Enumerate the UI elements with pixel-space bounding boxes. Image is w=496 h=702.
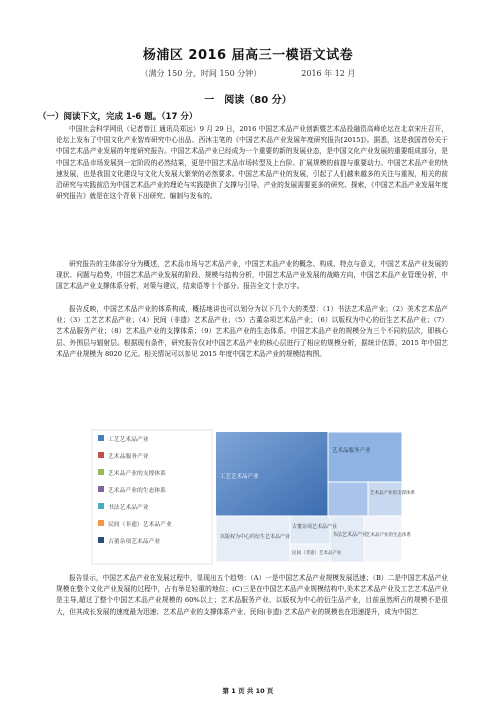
paragraph-1-text: 中国社会科学网讯（记者曾江 通讯员郑远）9 月 29 日，2016 中国艺术品产业创新暨艺术品投融资高峰论坛在北京宋庄召开，论坛上发布了中国文化产业智库研究中心出品、西沐主笔的《中国艺术品产业发展年度研究报告[2015]》。据悉，这是我国首份关于中国艺术品产业发展的年度研究报告。中国艺术品产业已经成为一个重要的新的发展业态，是中国文化产业发展的重要组成部分，是中国艺术品市场发展到一定阶段的必然结果，更是中国艺术品市场转型及上台阶、扩展规模的前提与重要动力。中国艺术品产业的快速发展，也是我国文化建设与文化大发展大繁荣的必然要求。中国艺术品产业的发展，引起了人们越来越多的关注与重视，相关的前沿研究与实践前沿为中国艺术品产业的理论与实践提供了支撑与引导，产业的发展需要更多的研究、探索，《中国艺术品产业发展年度研究报告》就是在这个背景下出研究、编制与发布的。 (56, 125, 448, 201)
tile-e-label: 民间（非遗）艺术品产业 (292, 551, 342, 556)
legend-swatch-2 (98, 452, 104, 458)
exam-info: （满分 150 分，时间 150 分钟） (140, 69, 262, 78)
legend-swatch-1 (98, 435, 104, 441)
paragraph-2 (56, 259, 448, 293)
exam-date: 2016 年 12 月 (301, 69, 356, 78)
treemap (216, 432, 415, 562)
tile-d (290, 516, 330, 544)
part-title: 一 阅读（80 分） (204, 95, 292, 106)
tile-g (368, 482, 402, 516)
tile-a (328, 432, 402, 482)
tile-b (328, 482, 368, 516)
paragraph-2-text: 研究报告的主体部分分为概述，艺术品市场与艺术品产业，中国艺术品产业的概念、构成、特点与意义，中国艺术品产业发展的现状、问题与趋势，中国艺术品产业发展的阶段、规模与结构分析，中国艺术品产业发展的战略方向，中国艺术品产业管理分析，中国艺术品产业支撑体系分析，对策与建议，结束语等十个部分。报告全文十余万字。 (56, 260, 448, 291)
paragraph-1 (56, 124, 448, 202)
tile-f-label: 书法艺术品产业 (332, 532, 368, 538)
tile-main-label: 工艺艺术品产业 (220, 474, 259, 480)
tile-h-label: 艺术品产业的生态体系 (366, 533, 411, 538)
tile-g-label: 艺术品产业的支撑体系 (370, 491, 415, 496)
legend-label-7: 古董杂项艺术品产业 (108, 539, 161, 545)
paragraph-4-text: 报告显示，中国艺术品产业在发展过程中，显现出五个趋势：（A）一是中国艺术品产业规模发展迅速；（B）二是中国艺术品产业规模在整个文化产业发展的过程中，占有举足轻重的地位；(C)三是在中国艺术品产业规模结构中,美术艺术品产业及工艺艺术品产业是主导,超过了整个中国艺术品产业规模的 60%以上；艺术品服务产业、以版权为中心的衍生品产业，目前虽然所占的规模不是很大，但其成长发展的速度最为迅速；艺术品产业的支撑体系产业、民间(非遗) 艺术品产业的规模也在迅速提升，成为中国艺 (56, 574, 448, 616)
legend-swatch-7 (98, 537, 104, 543)
legend-swatch-4 (98, 486, 104, 492)
legend-label-3: 艺术品产业的支撑体系 (108, 471, 166, 477)
tile-d-label: 古董杂项艺术品产业 (292, 524, 338, 530)
legend-label-2: 艺术品服务产业 (108, 454, 149, 460)
legend-swatch-6 (98, 520, 104, 526)
legend-label-4: 艺术品产业的生态体系 (108, 488, 166, 494)
tile-a-label: 艺术品服务产业 (332, 448, 371, 454)
legend-swatch-5 (98, 503, 104, 509)
section-title: （一）阅读下文，完成 1-6 题。（17 分） (38, 112, 198, 122)
legend-label-5: 书法艺术品产业 (108, 505, 149, 511)
paragraph-3-text: 报告反映，中国艺术品产业的体系构成，概括地讲也可以划分为以下几个大的类型：（1）书法艺术品产业；（2）美术艺术品产业；（3）工艺艺术品产业；（4）民间（非遗）艺术品产业；（5）古董杂项艺术品产业；（6）以版权为中心的衍生艺术品产业；（7）艺术品服务产业；（8）艺术品产业的支撑体系；（9）艺术品产业的生态体系。中国艺术品产业的规模分为三个不同的层次，即核心层、外围层与辐射层。根据现有条件，研究报告仅对中国艺术品产业的核心层进行了相应的规模分析，据统计估算，2015 年中国艺术品产业规模为 8020 亿元。相关情况可以参见 2015 年度中国艺术品产业的规模结构图。 (56, 305, 448, 358)
tile-h (364, 516, 402, 562)
tile-c-label: 以版权为中心的衍生艺术品产业 (220, 534, 291, 540)
page-footer: 第 1 页 共 10 页 (222, 687, 274, 695)
exam-title: 杨浦区 2016 届高三一模语文试卷 (142, 48, 354, 63)
exam-subtitle (0, 68, 496, 79)
industry-structure-chart (92, 430, 415, 564)
legend-label-1: 工艺艺术品产业 (108, 437, 149, 443)
paragraph-3 (56, 304, 448, 360)
chart-svg (92, 430, 415, 564)
paragraph-4 (56, 573, 448, 618)
legend-label-6: 民间（非遗）艺术品产业 (108, 522, 172, 528)
legend-swatch-3 (98, 469, 104, 475)
